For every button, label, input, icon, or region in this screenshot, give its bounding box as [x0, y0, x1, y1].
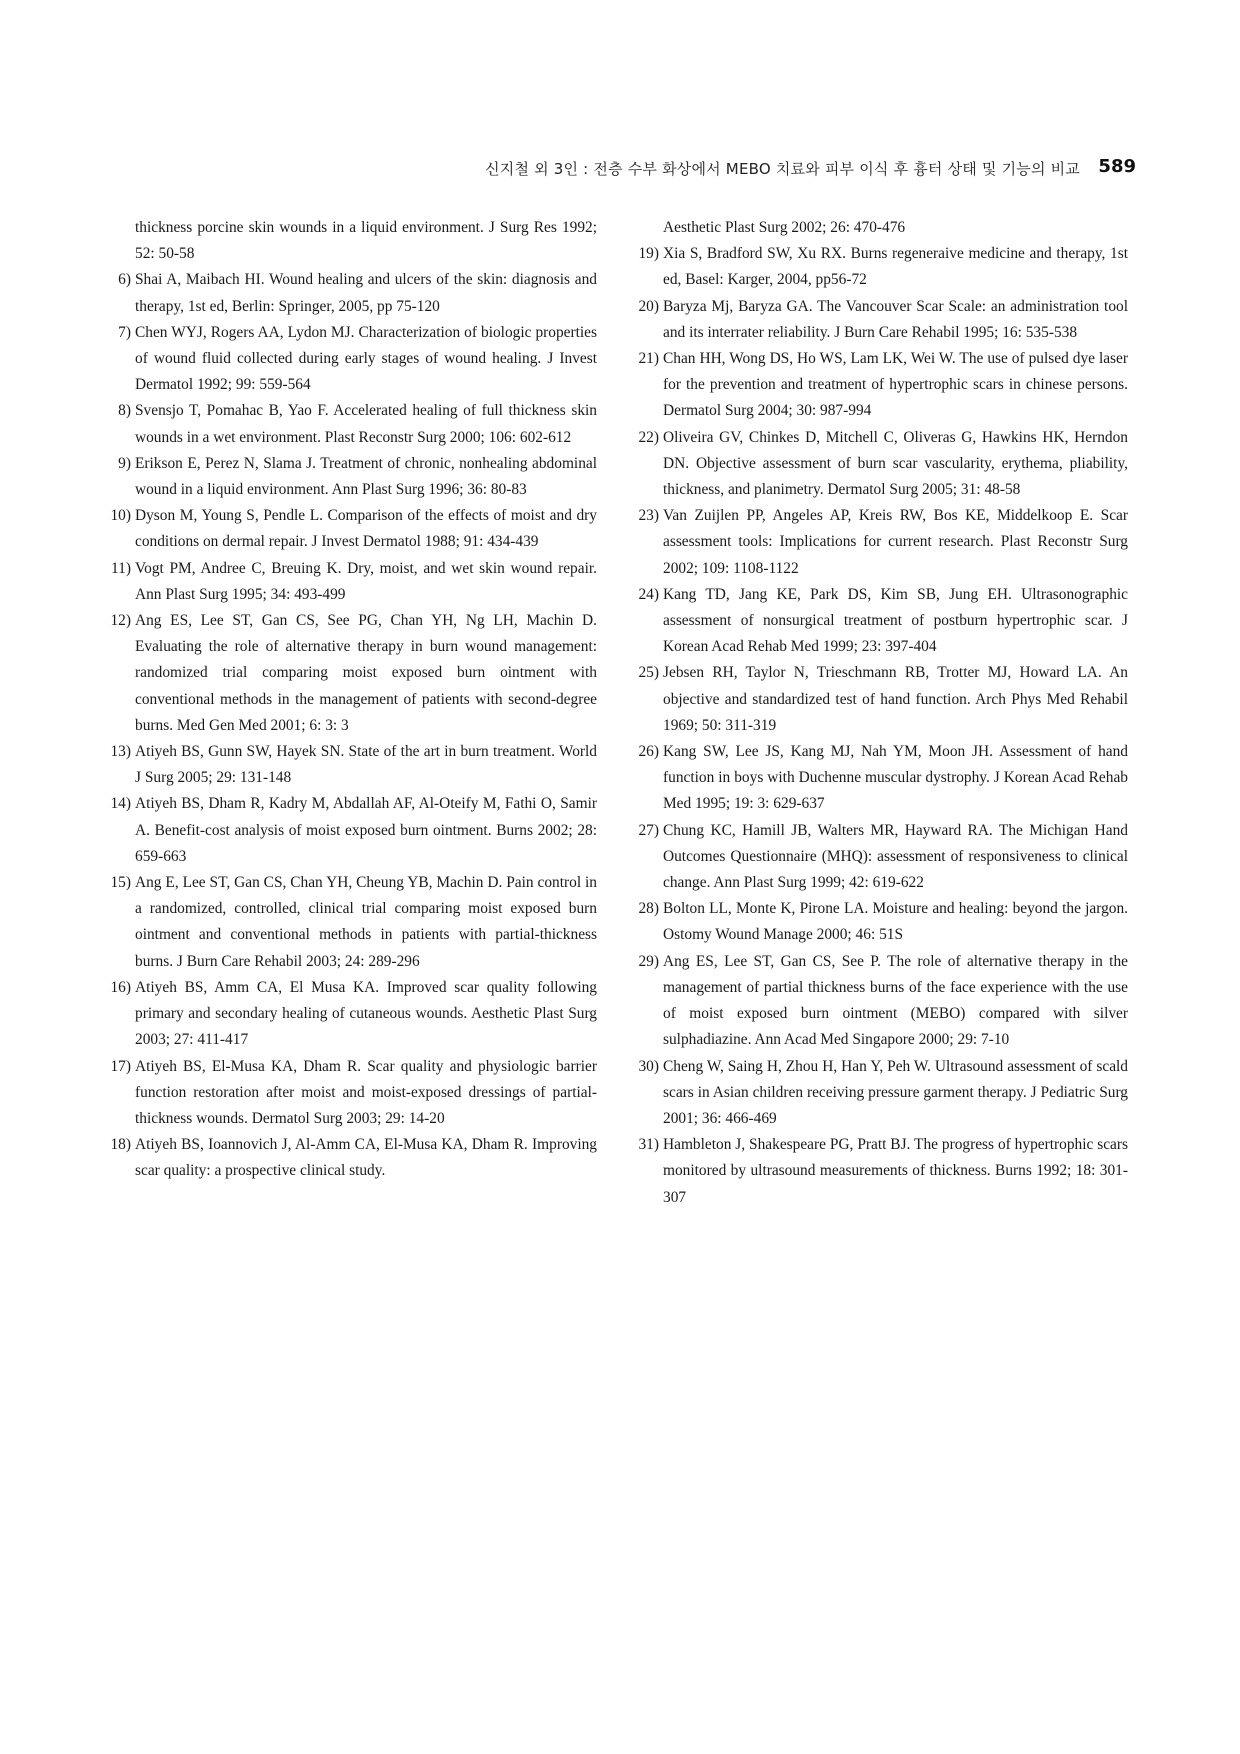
- reference-entry: [110, 791, 597, 870]
- reference-entry: [638, 739, 1128, 818]
- reference-entry: [110, 1054, 597, 1133]
- reference-entry: [638, 1132, 1128, 1211]
- reference-text: Oliveira GV, Chinkes D, Mitchell C, Oliveras G, Hawkins HK, Herndon DN. Objective assessment of burn scar vascularity, erythema, pliability, thickness, and planimetry. Dermatol Surg 2005; 31: 48-58: [663, 428, 1128, 499]
- reference-entry: [111, 556, 597, 608]
- reference-entry: [118, 451, 597, 503]
- reference-text: Ang ES, Lee ST, Gan CS, See P. The role of alternative therapy in the management of partial thickness burns of the face experience with the use of moist exposed burn ointment (MEBO) compared with silver sulphadiazine. Ann Acad Med Singapore 2000; 29: 7-10: [663, 952, 1128, 1049]
- reference-entry: [638, 949, 1128, 1054]
- reference-entry: [110, 503, 597, 555]
- reference-number: 8): [118, 402, 131, 420]
- reference-entry: [638, 294, 1128, 346]
- reference-entry: [663, 215, 1128, 241]
- reference-number: 31): [638, 1136, 659, 1154]
- reference-entry: [110, 870, 597, 975]
- reference-entry: [638, 582, 1128, 661]
- reference-number: 18): [110, 1136, 131, 1154]
- reference-number: 25): [638, 664, 659, 682]
- reference-text: Vogt PM, Andree C, Breuing K. Dry, moist, and wet skin wound repair. Ann Plast Surg 1995; 34: 493-499: [135, 559, 597, 603]
- reference-text: Atiyeh BS, El-Musa KA, Dham R. Scar quality and physiologic barrier function restoration after moist and moist-exposed dressings of partial-thickness wounds. Dermatol Surg 2003; 29: 14-20: [135, 1057, 597, 1127]
- reference-text: Shai A, Maibach HI. Wound healing and ulcers of the skin: diagnosis and therapy, 1st ed, Berlin: Springer, 2005, pp 75-120: [135, 271, 597, 315]
- reference-text: thickness porcine skin wounds in a liquid environment. J Surg Res 1992; 52: 50-58: [135, 219, 597, 263]
- reference-number: 11): [111, 559, 131, 577]
- reference-text: Xia S, Bradford SW, Xu RX. Burns regeneraive medicine and therapy, 1st ed, Basel: Karger, 2004, pp56-72: [663, 245, 1128, 289]
- reference-number: 14): [110, 795, 131, 813]
- reference-text: Chen WYJ, Rogers AA, Lydon MJ. Characterization of biologic properties of wound fluid collected during early stages of wound healing. J Invest Dermatol 1992; 99: 559-564: [135, 323, 597, 394]
- reference-text: Kang TD, Jang KE, Park DS, Kim SB, Jung EH. Ultrasonographic assessment of nonsurgical treatment of postburn hypertrophic scar. J Korean Acad Rehab Med 1999; 23: 397-404: [663, 585, 1128, 656]
- reference-text: Jebsen RH, Taylor N, Trieschmann RB, Trotter MJ, Howard LA. An objective and standardized test of hand function. Arch Phys Med Rehabil 1969; 50: 311-319: [663, 664, 1128, 734]
- reference-entry: [135, 215, 597, 267]
- reference-number: 21): [638, 350, 659, 368]
- reference-text: Van Zuijlen PP, Angeles AP, Kreis RW, Bos KE, Middelkoop E. Scar assessment tools: Implications for current research. Plast Reconstr Surg 2002; 109: 1108-1122: [663, 507, 1128, 577]
- reference-text: Atiyeh BS, Gunn SW, Hayek SN. State of the art in burn treatment. World J Surg 2005; 29: 131-148: [135, 743, 597, 787]
- reference-text: Erikson E, Perez N, Slama J. Treatment of chronic, nonhealing abdominal wound in a liquid environment. Ann Plast Surg 1996; 36: 80-83: [135, 454, 597, 499]
- reference-entry: [638, 1054, 1128, 1133]
- reference-number: 28): [638, 900, 659, 918]
- reference-number: 22): [638, 428, 659, 446]
- reference-text: Chung KC, Hamill JB, Walters MR, Hayward RA. The Michigan Hand Outcomes Questionnaire (MHQ): assessment of responsiveness to clinical change. Ann Plast Surg 1999; 42: 619-622: [663, 821, 1128, 892]
- reference-text: Baryza Mj, Baryza GA. The Vancouver Scar Scale: an administration tool and its interrater reliability. J Burn Care Rehabil 1995; 16: 535-538: [663, 297, 1128, 341]
- reference-entry: [118, 320, 597, 399]
- reference-number: 6): [118, 271, 131, 289]
- reference-text: Kang SW, Lee JS, Kang MJ, Nah YM, Moon JH. Assessment of hand function in boys with Duchenne muscular dystrophy. J Korean Acad Rehab Med 1995; 19: 3: 629-637: [663, 743, 1128, 813]
- reference-entry: [638, 425, 1128, 504]
- running-title: 신지철 외 3인 : 전층 수부 화상에서 MEBO 치료와 피부 이식 후 흉터 상태 및 기능의 비교: [485, 160, 1080, 178]
- reference-text: Cheng W, Saing H, Zhou H, Han Y, Peh W. Ultrasound assessment of scald scars in Asian children receiving pressure garment therapy. J Pediatric Surg 2001; 36: 466-469: [663, 1057, 1128, 1127]
- reference-entry: [118, 398, 597, 450]
- reference-entry: [638, 660, 1128, 739]
- reference-number: 23): [638, 507, 659, 525]
- reference-text: Atiyeh BS, Dham R, Kadry M, Abdallah AF, Al-Oteify M, Fathi O, Samir A. Benefit-cost analysis of moist exposed burn ointment. Burns 2002; 28: 659-663: [135, 795, 597, 865]
- reference-text: Chan HH, Wong DS, Ho WS, Lam LK, Wei W. The use of pulsed dye laser for the prevention and treatment of hypertrophic scars in chinese persons. Dermatol Surg 2004; 30: 987-994: [663, 350, 1128, 420]
- reference-number: 15): [110, 874, 131, 892]
- reference-number: 9): [118, 454, 131, 472]
- reference-number: 26): [638, 743, 659, 761]
- reference-number: 13): [110, 743, 131, 761]
- reference-entry: [110, 1132, 597, 1184]
- reference-number: 12): [110, 612, 131, 630]
- reference-text: Atiyeh BS, Ioannovich J, Al-Amm CA, El-Musa KA, Dham R. Improving scar quality: a prospective clinical study.: [135, 1136, 597, 1180]
- reference-entry: [638, 241, 1128, 293]
- reference-number: 10): [110, 507, 131, 525]
- reference-entry: [638, 818, 1128, 897]
- reference-entry: [118, 267, 597, 319]
- reference-number: 20): [638, 297, 659, 315]
- reference-text: Hambleton J, Shakespeare PG, Pratt BJ. The progress of hypertrophic scars monitored by ultrasound measurements of thickness. Burns 1992; 18: 301-307: [663, 1136, 1128, 1206]
- reference-number: 24): [638, 585, 659, 603]
- reference-number: 19): [638, 245, 659, 263]
- references-left-column: [110, 215, 597, 1185]
- reference-text: Ang ES, Lee ST, Gan CS, See PG, Chan YH, Ng LH, Machin D. Evaluating the role of alternative therapy in burn wound management: randomized trial comparing moist exposed burn ointment with conventional methods in the management of patients with second-degree burns. Med Gen Med 2001; 6: 3: 3: [135, 612, 597, 734]
- reference-text: Atiyeh BS, Amm CA, El Musa KA. Improved scar quality following primary and secondary healing of cutaneous wounds. Aesthetic Plast Surg 2003; 27: 411-417: [135, 978, 597, 1049]
- reference-entry: [638, 346, 1128, 425]
- reference-text: Ang E, Lee ST, Gan CS, Chan YH, Cheung YB, Machin D. Pain control in a randomized, controlled, clinical trial comparing moist exposed burn ointment and conventional methods in patients with partial-thickness burns. J Burn Care Rehabil 2003; 24: 289-296: [135, 874, 597, 970]
- references-right-column: [638, 215, 1128, 1211]
- running-header: [0, 158, 1240, 184]
- reference-entry: [110, 975, 597, 1054]
- reference-entry: [638, 896, 1128, 948]
- reference-entry: [638, 503, 1128, 582]
- reference-text: Bolton LL, Monte K, Pirone LA. Moisture and healing: beyond the jargon. Ostomy Wound Manage 2000; 46: 51S: [663, 900, 1128, 944]
- reference-number: 16): [110, 978, 131, 996]
- reference-entry: [110, 608, 597, 739]
- reference-number: 27): [638, 821, 659, 839]
- reference-number: 7): [118, 323, 131, 341]
- reference-entry: [110, 739, 597, 791]
- reference-text: Svensjo T, Pomahac B, Yao F. Accelerated healing of full thickness skin wounds in a wet environment. Plast Reconstr Surg 2000; 106: 602-612: [135, 402, 597, 446]
- reference-number: 17): [110, 1057, 131, 1075]
- reference-text: Aesthetic Plast Surg 2002; 26: 470-476: [663, 219, 906, 236]
- reference-text: Dyson M, Young S, Pendle L. Comparison of the effects of moist and dry conditions on dermal repair. J Invest Dermatol 1988; 91: 434-439: [135, 507, 597, 551]
- page-number: 589: [1098, 156, 1136, 177]
- reference-number: 30): [638, 1057, 659, 1075]
- reference-number: 29): [638, 952, 659, 970]
